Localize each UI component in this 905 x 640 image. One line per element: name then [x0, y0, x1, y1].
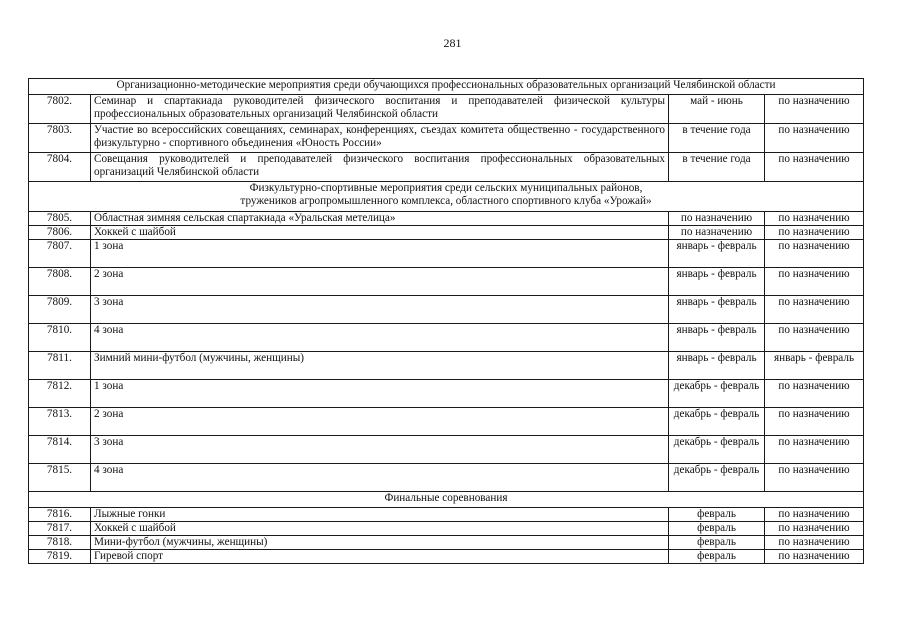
event-period: январь - февраль — [669, 296, 765, 324]
table-row — [29, 352, 864, 380]
event-place: по назначению — [765, 268, 864, 296]
row-number: 7805. — [29, 212, 91, 226]
event-name: Лыжные гонки — [91, 508, 669, 522]
table-row — [29, 153, 864, 182]
event-place: по назначению — [765, 153, 864, 182]
event-place: по назначению — [765, 550, 864, 564]
event-period: декабрь - февраль — [669, 380, 765, 408]
event-name: Участие во всероссийских совещаниях, семинарах, конференциях, съездах комитета общественно - государственного физкультурно - спортивного объединения «Юность России» — [91, 124, 669, 153]
row-number: 7817. — [29, 522, 91, 536]
event-name: Зимний мини-футбол (мужчины, женщины) — [91, 352, 669, 380]
section-title-line: тружеников агропромышленного комплекса, областного спортивного клуба «Урожай» — [240, 194, 652, 207]
table-row — [29, 268, 864, 296]
row-number: 7804. — [29, 153, 91, 182]
table-row — [29, 536, 864, 550]
table-row — [29, 240, 864, 268]
event-period: в течение года — [669, 153, 765, 182]
event-period: по назначению — [669, 212, 765, 226]
event-period: январь - февраль — [669, 324, 765, 352]
event-place: по назначению — [765, 95, 864, 124]
event-name: 4 зона — [91, 464, 669, 492]
event-place: по назначению — [765, 436, 864, 464]
event-place: по назначению — [765, 380, 864, 408]
section-title: Организационно-методические мероприятия среди обучающихся профессиональных образовательных организаций Челябинской области — [29, 79, 864, 95]
event-period: февраль — [669, 536, 765, 550]
event-place: по назначению — [765, 124, 864, 153]
event-place: по назначению — [765, 408, 864, 436]
table-row — [29, 226, 864, 240]
event-name: Семинар и спартакиада руководителей физического воспитания и преподавателей физической культуры профессиональных образовательных организаций Челябинской области — [91, 95, 669, 124]
event-place: по назначению — [765, 464, 864, 492]
schedule-table — [28, 78, 864, 564]
table-row — [29, 324, 864, 352]
event-period: декабрь - февраль — [669, 464, 765, 492]
event-place: январь - февраль — [765, 352, 864, 380]
event-period: декабрь - февраль — [669, 436, 765, 464]
table-row — [29, 550, 864, 564]
section-header-row — [29, 492, 864, 508]
event-name: Гиревой спорт — [91, 550, 669, 564]
event-period: февраль — [669, 508, 765, 522]
event-period: декабрь - февраль — [669, 408, 765, 436]
event-period: январь - февраль — [669, 268, 765, 296]
event-name: Хоккей с шайбой — [91, 522, 669, 536]
event-place: по назначению — [765, 296, 864, 324]
row-number: 7810. — [29, 324, 91, 352]
event-name: Областная зимняя сельская спартакиада «Уральская метелица» — [91, 212, 669, 226]
section-header-row — [29, 182, 864, 212]
row-number: 7809. — [29, 296, 91, 324]
event-name: Мини-футбол (мужчины, женщины) — [91, 536, 669, 550]
event-name: 4 зона — [91, 324, 669, 352]
event-place: по назначению — [765, 324, 864, 352]
row-number: 7812. — [29, 380, 91, 408]
section-header-row — [29, 79, 864, 95]
row-number: 7807. — [29, 240, 91, 268]
event-place: по назначению — [765, 212, 864, 226]
event-place: по назначению — [765, 226, 864, 240]
event-period: в течение года — [669, 124, 765, 153]
event-name: 2 зона — [91, 408, 669, 436]
table-row — [29, 95, 864, 124]
event-period: май - июнь — [669, 95, 765, 124]
event-name: 2 зона — [91, 268, 669, 296]
event-period: февраль — [669, 550, 765, 564]
event-period: январь - февраль — [669, 352, 765, 380]
table-row — [29, 380, 864, 408]
row-number: 7802. — [29, 95, 91, 124]
table-row — [29, 124, 864, 153]
event-name: Совещания руководителей и преподавателей физического воспитания профессиональных образовательных организаций Челябинской области — [91, 153, 669, 182]
row-number: 7818. — [29, 536, 91, 550]
event-place: по назначению — [765, 508, 864, 522]
table-row — [29, 296, 864, 324]
event-name: 3 зона — [91, 436, 669, 464]
table-row — [29, 212, 864, 226]
event-period: февраль — [669, 522, 765, 536]
section-title: Финальные соревнования — [29, 492, 864, 508]
row-number: 7811. — [29, 352, 91, 380]
table-row — [29, 464, 864, 492]
row-number: 7806. — [29, 226, 91, 240]
event-period: январь - февраль — [669, 240, 765, 268]
row-number: 7814. — [29, 436, 91, 464]
event-place: по назначению — [765, 240, 864, 268]
event-name: Хоккей с шайбой — [91, 226, 669, 240]
row-number: 7808. — [29, 268, 91, 296]
section-title-line: Физкультурно-спортивные мероприятия среди сельских муниципальных районов, — [249, 182, 643, 194]
event-name: 1 зона — [91, 240, 669, 268]
event-name: 1 зона — [91, 380, 669, 408]
row-number: 7816. — [29, 508, 91, 522]
row-number: 7815. — [29, 464, 91, 492]
event-period: по назначению — [669, 226, 765, 240]
event-name: 3 зона — [91, 296, 669, 324]
table-row — [29, 522, 864, 536]
row-number: 7803. — [29, 124, 91, 153]
table-row — [29, 508, 864, 522]
event-place: по назначению — [765, 536, 864, 550]
table-row — [29, 408, 864, 436]
event-place: по назначению — [765, 522, 864, 536]
row-number: 7813. — [29, 408, 91, 436]
row-number: 7819. — [29, 550, 91, 564]
table-row — [29, 436, 864, 464]
page-number: 281 — [443, 36, 462, 50]
section-title — [29, 182, 864, 212]
